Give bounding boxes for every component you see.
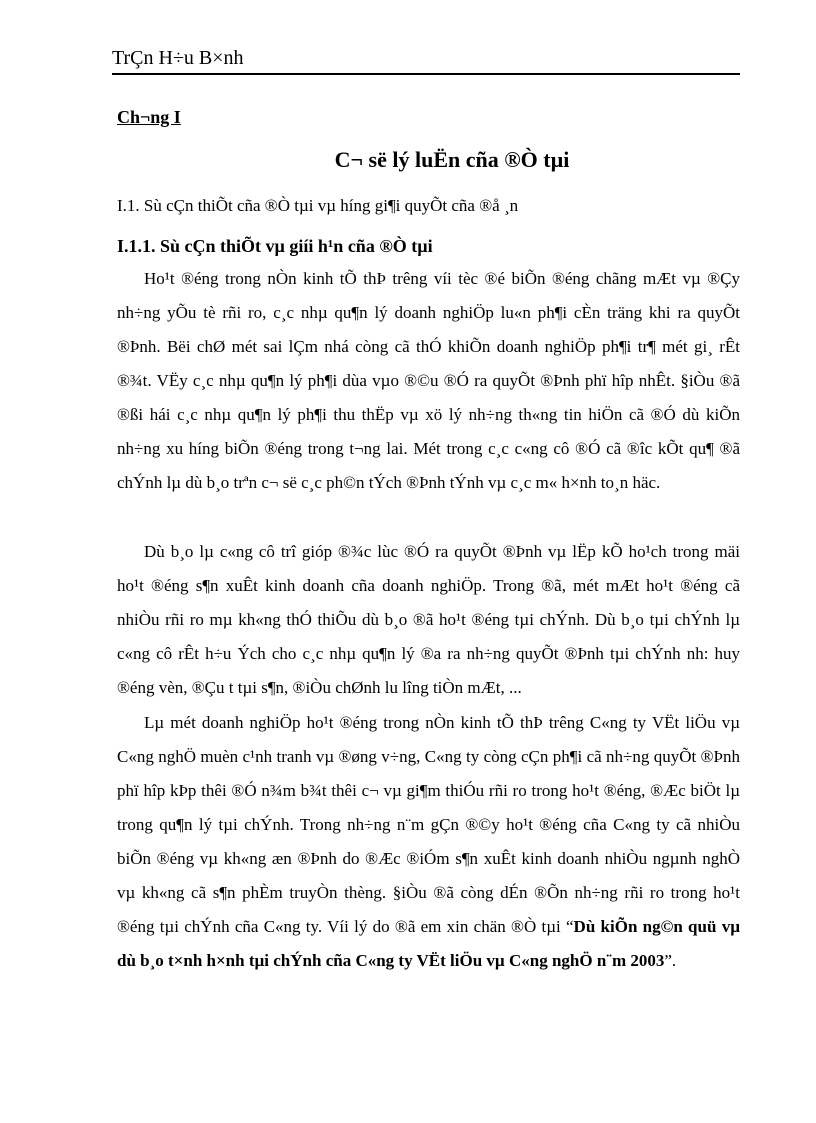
chapter-label: Ch¬ng I	[117, 107, 181, 127]
chapter-title: C¬ së lý luËn cña ®Ò tµi	[334, 147, 570, 172]
header-divider	[112, 73, 740, 75]
quote-close: ”.	[664, 951, 677, 970]
paragraph-2: Dù b¸o lµ c«ng cô trî gióp ®¾c lùc ®Ó ra quyÕt ®Þnh vµ lËp kÕ ho¹ch trong mäi ho¹t ®éng s¶n xuÊt kinh doanh cña doanh nghiÖp. Trong ®ã, mét mÆt ho¹t ®éng cã nhiÒu rñi ro mµ kh«ng thÓ thiÕu dù b¸o ®ã ho¹t ®éng tµi chÝnh. Dù b¸o tµi chÝnh lµ c«ng cô rÊt h÷u Ých cho c¸c nhµ qu¶n lý ®a ra nh÷ng quyÕt ®Þnh tµi chÝnh nh: huy ®éng vèn, ®Çu t tµi s¶n, ®iÒu chØnh lu lîng tiÒn mÆt, ...	[117, 542, 740, 697]
paragraph-3-text: Lµ mét doanh nghiÖp ho¹t ®éng trong nÒn kinh tÕ thÞ trêng C«ng ty VËt liÖu vµ C«ng nghÖ muèn c¹nh tranh vµ ®øng v÷ng, C«ng ty còng cÇn ph¶i cã nh÷ng quyÕt ®Þnh phï hîp kÞp thêi ®Ó n¾m b¾t thêi c¬ vµ gi¶m thiÓu rñi ro trong ho¹t ®éng, ®Æc biÖt lµ trong qu¶n lý tµi chÝnh. Trong nh÷ng n¨m gÇn ®©y ho¹t ®éng cña C«ng ty cã nhiÒu biÕn ®éng vµ kh«ng æn ®Þnh do ®Æc ®iÓm s¶n xuÊt kinh doanh nhiÒu ngµnh nghÒ vµ kh«ng cã s¶n phÈm truyÒn thèng. §iÒu ®ã còng dÉn ®Õn nh÷ng rñi ro trong ho¹t ®éng tµi chÝnh cña C«ng ty. Víi lý do ®ã em xin chän ®Ò tµi	[117, 713, 740, 936]
paragraph-3	[117, 706, 740, 978]
thesis-topic: Dù kiÕn ng©n quü vµ dù b¸o t×nh h×nh tµi chÝnh cña C«ng ty VËt liÖu vµ C«ng nghÖ n¨m 2003	[117, 917, 740, 970]
paragraph-1: Ho¹t ®éng trong nÒn kinh tÕ thÞ trêng víi tèc ®é biÕn ®éng chãng mÆt vµ ®Çy nh÷ng yÕu tè rñi ro, c¸c nhµ qu¶n lý doanh nghiÖp lu«n ph¶i cÈn träng khi ra quyÕt ®Þnh. Bëi chØ mét sai lÇm nhá còng cã thÓ khiÕn doanh nghiÖp ph¶i tr¶ mét gi¸ rÊt ®¾t. VËy c¸c nhµ qu¶n lý ph¶i dùa vµo ®©u ®Ó ra quyÕt ®Þnh phï hîp nhÊt. §iÒu ®ã ®ßi hái c¸c nhµ qu¶n lý ph¶i thu thËp vµ xö lý nh÷ng th«ng tin hiÖn cã ®Ó dù kiÕn nh÷ng xu híng biÕn ®éng trong t¬ng lai. Mét trong c¸c c«ng cô ®Ó cã ®îc kÕt qu¶ ®ã chÝnh lµ dù b¸o trªn c¬ së c¸c ph©n tÝch ®Þnh tÝnh vµ c¸c m« h×nh to¸n häc.	[117, 269, 740, 492]
section-heading: I.1. Sù cÇn thiÕt cña ®Ò tµi vµ híng gi¶i quyÕt cña ®å ¸n	[117, 196, 519, 215]
subsection-heading: I.1.1. Sù cÇn thiÕt vµ giíi h¹n cña ®Ò tµi	[117, 236, 433, 256]
page-header-author: TrÇn H÷u B×nh	[112, 47, 244, 69]
quote-open: “	[566, 917, 574, 936]
